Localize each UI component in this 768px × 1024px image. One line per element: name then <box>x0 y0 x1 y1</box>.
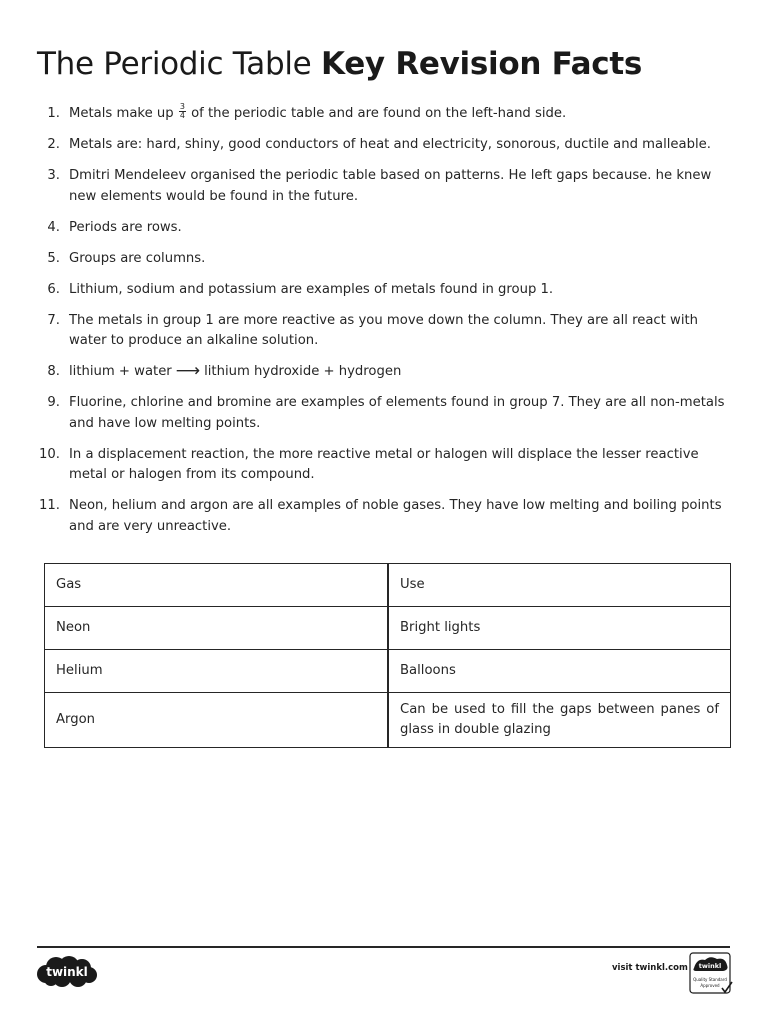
list-item <box>30 393 730 434</box>
cell-gas: Argon <box>45 693 389 748</box>
twinkl-logo-icon[interactable] <box>36 955 98 988</box>
list-item <box>30 166 730 207</box>
header-use: Use <box>388 564 731 607</box>
equation-reactants: lithium + water <box>69 364 172 379</box>
list-item <box>30 496 730 537</box>
fraction-numerator: 3 <box>179 101 185 111</box>
list-item <box>30 362 730 383</box>
cell-gas: Neon <box>45 607 389 650</box>
cell-gas: Helium <box>45 650 389 693</box>
item-number: 4. <box>47 219 60 235</box>
title-regular: The Periodic Table <box>37 46 312 82</box>
list-item <box>30 101 730 125</box>
list-item <box>30 218 730 239</box>
item-text-after: of the periodic table and are found on the left-hand side. <box>191 106 567 121</box>
item-text: Periods are rows. <box>69 219 182 235</box>
item-number: 2. <box>47 137 60 152</box>
fraction-denominator: 4 <box>179 110 185 120</box>
item-text: Groups are columns. <box>69 250 206 266</box>
item-number: 3. <box>47 168 60 183</box>
item-text: Lithium, sodium and potassium are examples of metals found in group 1. <box>69 281 554 297</box>
badge-top-text: twinkl <box>698 962 722 970</box>
item-text: The metals in group 1 are more reactive as you move down the column. They are all react with water to produce an alkaline solution. <box>69 312 699 348</box>
table-header-row <box>45 564 731 607</box>
item-text: Neon, helium and argon are all examples of noble gases. They have low melting and boiling points and are very unreactive. <box>69 498 722 534</box>
item-number: 5. <box>47 250 60 266</box>
facts-list <box>30 101 730 548</box>
cell-use: Can be used to fill the gaps between panes of glass in double glazing <box>388 693 731 748</box>
footer-divider <box>37 946 730 948</box>
item-text: Fluorine, chlorine and bromine are examples of elements found in group 7. They are all non-metals and have low melting points. <box>69 395 725 431</box>
table-row <box>45 693 731 748</box>
item-text: Metals are: hard, shiny, good conductors of heat and electricity, sonorous, ductile and malleable. <box>69 137 711 152</box>
list-item <box>30 445 730 486</box>
item-text: Dmitri Mendeleev organised the periodic table based on patterns. He left gaps because. he knew new elements would be found in the future. <box>69 168 712 204</box>
item-text <box>69 101 730 125</box>
item-number: 7. <box>47 312 60 328</box>
header-gas: Gas <box>45 564 389 607</box>
list-item <box>30 135 730 156</box>
badge-line2: Approved <box>700 983 720 988</box>
badge-line1: Quality Standard <box>693 977 727 982</box>
noble-gas-table <box>44 563 731 748</box>
fraction-three-quarters <box>179 103 186 120</box>
list-item <box>30 249 730 270</box>
item-text-before: Metals make up <box>69 106 174 121</box>
visit-link[interactable]: visit twinkl.com <box>612 963 688 973</box>
item-number: 10. <box>39 446 60 462</box>
table-row <box>45 650 731 693</box>
arrow-right-icon: ⟶ <box>175 361 201 381</box>
list-item <box>30 311 730 352</box>
table-row <box>45 607 731 650</box>
title-bold: Key Revision Facts <box>321 46 643 82</box>
page-title <box>37 46 642 82</box>
item-number: 8. <box>47 364 60 379</box>
cell-use: Balloons <box>388 650 731 693</box>
item-number: 6. <box>47 281 60 297</box>
item-text: In a displacement reaction, the more reactive metal or halogen will displace the lesser reactive metal or halogen from its compound. <box>69 446 699 482</box>
item-number: 9. <box>47 395 60 410</box>
item-text <box>69 362 730 383</box>
quality-badge-icon <box>689 952 733 994</box>
cell-use: Bright lights <box>388 607 731 650</box>
item-number: 11. <box>39 498 60 513</box>
list-item <box>30 280 730 301</box>
logo-text: twinkl <box>46 965 88 979</box>
equation-products: lithium hydroxide + hydrogen <box>204 364 402 379</box>
item-number: 1. <box>47 106 60 121</box>
